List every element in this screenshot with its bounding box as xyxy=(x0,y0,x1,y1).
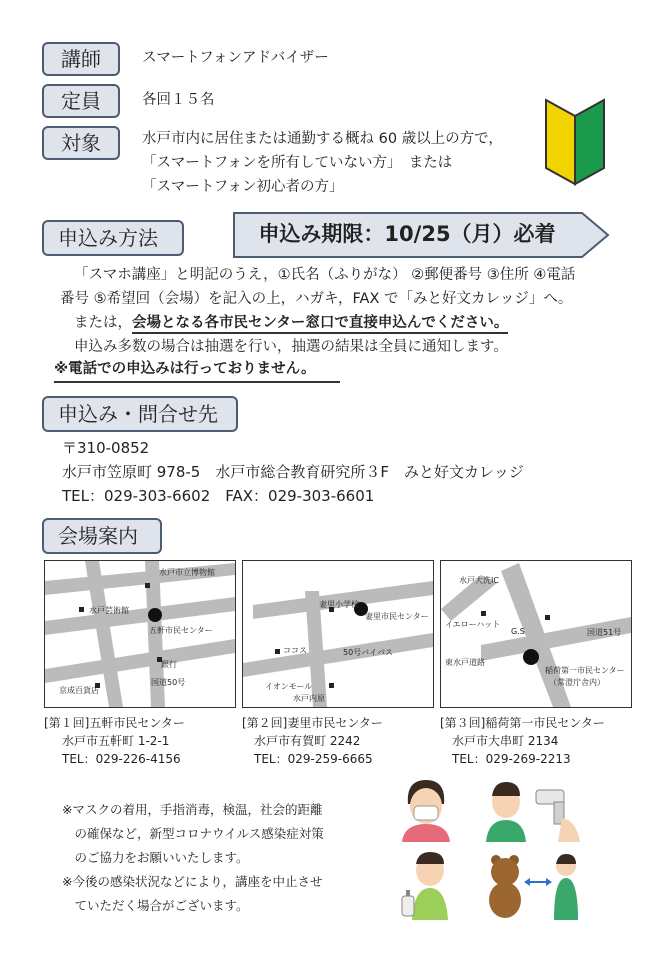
note-line-1: ※マスクの着用，手指消毒，検温，社会的距離 xyxy=(62,802,323,817)
contact-heading: 申込み・問合せ先 xyxy=(42,396,238,432)
map1-label-museum: 水戸市立博物館 xyxy=(159,568,215,577)
map2-label-cocos: ココス xyxy=(283,646,307,655)
capacity-label: 定員 xyxy=(42,84,120,118)
apply-heading: 申込み方法 xyxy=(42,220,184,256)
venue-2-tel: TEL：029-259-6665 xyxy=(254,752,373,766)
map3-label-route: 国道51号 xyxy=(587,628,622,637)
map3-label-center: 稲荷第一市民センター xyxy=(545,666,625,675)
map2-label-aeon: イオンモール xyxy=(265,682,313,691)
target-label: 対象 xyxy=(42,126,120,160)
deadline-banner xyxy=(232,211,612,263)
target-line-2: 「スマートフォンを所有していない方」 または xyxy=(142,155,453,171)
map3-label-ic: 水戸大洗IC xyxy=(459,576,499,585)
beginner-mark-icon xyxy=(542,96,608,192)
venue-2-address: 水戸市有賀町 2242 xyxy=(254,734,361,748)
map3-label-office: （常澄庁舎内） xyxy=(549,678,605,687)
map2-label-uchihara: 水戸内原 xyxy=(293,694,325,703)
contact-tel-fax: TEL：029-303-6602 FAX：029-303-6601 xyxy=(62,487,375,505)
map3-label-higashimito: 東水戸道路 xyxy=(445,658,485,667)
note-line-5: ていただく場合がございます。 xyxy=(62,898,249,913)
note-line-4: ※今後の感染状況などにより，講座を中止させ xyxy=(62,874,323,889)
apply-line-3-bold: 会場となる各市民センター窓口で直接申込んでください。 xyxy=(132,315,508,334)
deadline-text: 申込み期限：10/25（月）必着 xyxy=(258,222,556,246)
apply-line-3 xyxy=(74,312,508,335)
map1-label-center: 五軒市民センター xyxy=(149,626,213,635)
target-line-1: 水戸市内に居住または通勤する概ね 60 歳以上の方で， xyxy=(142,131,503,147)
target-line-3: 「スマートフォン初心者の方」 xyxy=(142,179,344,195)
map1-label-route: 国道50号 xyxy=(151,678,186,687)
map1-label-bank: 銀行 xyxy=(161,660,177,669)
apply-line-1: 「スマホ講座」と明記のうえ，①氏名（ふりがな） ②郵便番号 ③住所 ④電話 xyxy=(74,267,576,283)
note-line-3: のご協力をお願いいたします。 xyxy=(62,850,249,865)
map3-label-yellowhat: イエローハット xyxy=(445,620,501,629)
map-tsumasato xyxy=(242,560,434,708)
venue-heading: 会場案内 xyxy=(42,518,162,554)
apply-line-2: 番号 ⑤希望回（会場）を記入の上，ハガキ，FAX で「みと好文カレッジ」へ。 xyxy=(60,291,573,307)
venue-3-address: 水戸市大串町 2134 xyxy=(452,734,559,748)
map2-label-school: 妻里小学校 xyxy=(319,600,359,609)
venue-1-name: [第１回]五軒市民センター xyxy=(44,716,185,730)
note-line-2: の確保など，新型コロナウイルス感染症対策 xyxy=(62,826,324,841)
venue-3-tel: TEL：029-269-2213 xyxy=(452,752,571,766)
map-inari xyxy=(440,560,632,708)
apply-line-3-prefix: または， xyxy=(74,315,132,331)
map1-label-dept: 京成百貨店 xyxy=(59,686,99,695)
apply-line-4: 申込み多数の場合は抽選を行い，抽選の結果は全員に通知します。 xyxy=(74,339,508,355)
mask-person-icon xyxy=(396,776,456,846)
map-goken xyxy=(44,560,236,708)
capacity-value: 各回１５名 xyxy=(142,92,215,108)
venue-3-name: [第３回]稲荷第一市民センター xyxy=(440,716,605,730)
social-distance-icon xyxy=(484,848,584,924)
map3-label-gs: G.S xyxy=(511,627,525,636)
lecturer-label: 講師 xyxy=(42,42,120,76)
contact-address: 水戸市笠原町 978-5 水戸市総合教育研究所３F みと好文カレッジ xyxy=(62,463,524,481)
map1-label-art: 水戸芸術館 xyxy=(89,606,129,615)
map2-label-center: 妻里市民センター xyxy=(365,612,429,621)
venue-1-address: 水戸市五軒町 1-2-1 xyxy=(62,734,170,748)
temperature-check-icon xyxy=(484,778,584,846)
apply-phone-note: ※電話での申込みは行っておりません。 xyxy=(54,358,340,383)
lecturer-value: スマートフォンアドバイザー xyxy=(142,50,329,66)
hand-sanitizer-icon xyxy=(398,848,456,924)
venue-1-tel: TEL：029-226-4156 xyxy=(62,752,181,766)
venue-2-name: [第２回]妻里市民センター xyxy=(242,716,383,730)
map2-label-bypass: 50号バイパス xyxy=(343,648,394,657)
contact-postal: 〒310-0852 xyxy=(62,439,150,457)
